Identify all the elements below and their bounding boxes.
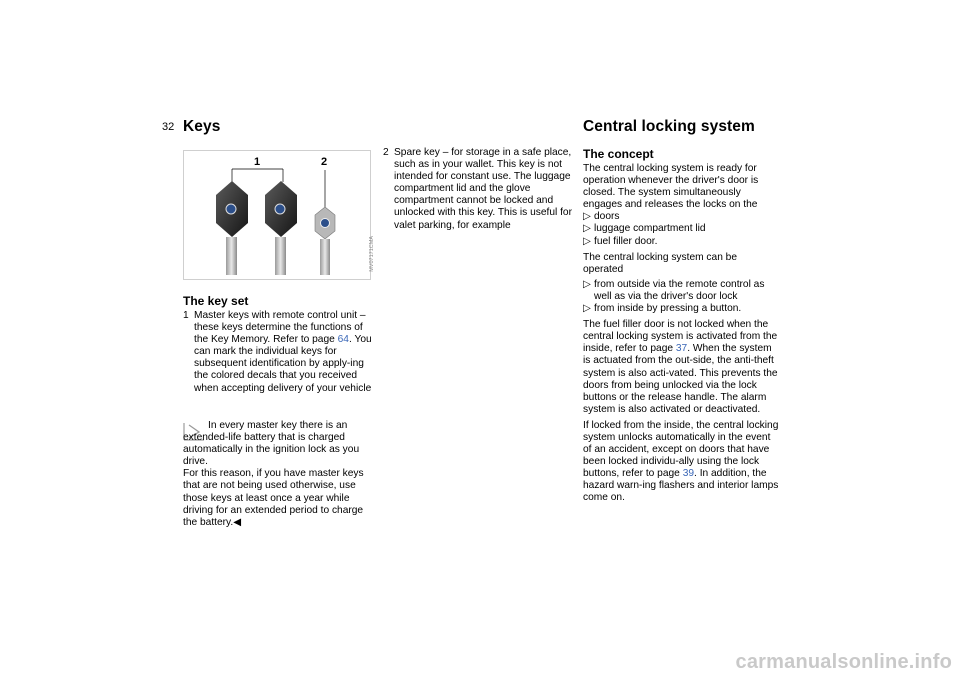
key-set-figure — [183, 150, 375, 280]
list-item — [583, 279, 779, 303]
key-set-heading: The key set — [183, 294, 249, 308]
list-item — [583, 236, 779, 248]
list-item-inside: from inside by pressing a button. — [594, 303, 742, 315]
central-locking-title: Central locking system — [583, 118, 755, 135]
list-item-outside: from outside via the remote control as well as via the driver's door lock — [594, 278, 765, 302]
callout-2: 2 — [321, 156, 328, 168]
arrow-bullet-icon: ▷ — [583, 303, 591, 315]
note-text-2: For this reason, if you have master keys that are not being used otherwise, use those keys at least once a year while driving for an extended period to charge the battery.◀ — [183, 468, 364, 528]
item-1-number: 1 — [183, 310, 189, 321]
item-1 — [183, 310, 375, 395]
arrow-bullet-icon: ▷ — [583, 223, 591, 235]
paragraph-1: The central locking system is ready for operation whenever the driver's door is closed. The system simultaneously engages and releases the locks on the — [583, 163, 759, 211]
concept-heading: The concept — [583, 147, 654, 161]
arrow-bullet-icon: ▷ — [583, 278, 591, 290]
concept-body — [583, 163, 779, 505]
p4-text: If locked from the inside, the central locking system unlocks automatically in the event of an accident, except on doors that have been locked individu-ally using the lock buttons, refer to page — [583, 419, 779, 480]
list-item — [583, 223, 779, 235]
footer-watermark: carmanualsonline.info — [735, 651, 952, 673]
arrow-bullet-icon: ▷ — [583, 211, 591, 223]
p4-text-end: . In addition, the hazard warn-ing flashers and interior lamps come on. — [583, 468, 779, 504]
p3-text-end: . When the system is actuated from the out-side, the anti-theft system is also acti-vated. This prevents the doors from being unlocked via the lock buttons or the release handle. The alarm system is also activated or deactivated. — [583, 343, 778, 415]
note-text: In every master key there is an extended-life battery that is charged automatically in the ignition lock as you drive. — [183, 420, 360, 468]
page-64-link[interactable]: 64 — [337, 334, 349, 346]
item-2-text: Spare key – for storage in a safe place, such as in your wallet. This key is not intended for constant use. The luggage compartment lid and the glove compartment cannot be locked and unlocked with this key. This is useful for valet parking, for example — [394, 147, 572, 231]
list-item — [583, 303, 779, 315]
p3-text: The fuel filler door is not locked when the central locking system is activated from the inside, refer to page — [583, 319, 778, 355]
item-1-text-end: . You can mark the individual keys for subsequent identification by apply-ing the colored decals that you received when accepting delivery of your vehicle — [194, 334, 372, 394]
page-number: 32 — [162, 121, 175, 133]
item-2 — [383, 147, 575, 232]
figure-code: MV07171CMA — [369, 236, 375, 272]
list-item — [583, 211, 779, 223]
list-item-luggage: luggage compartment lid — [594, 223, 706, 235]
callout-1: 1 — [254, 156, 261, 168]
paragraph-2: The central locking system can be operated — [583, 251, 738, 275]
keys-illustration — [184, 151, 370, 279]
battery-note — [183, 420, 375, 529]
page-37-link[interactable]: 37 — [675, 343, 688, 355]
item-1-text: Master keys with remote control unit – these keys determine the functions of the Key Memory. Refer to page — [194, 310, 366, 346]
paragraph-4 — [583, 420, 779, 505]
paragraph-3 — [583, 319, 779, 416]
page-39-link[interactable]: 39 — [682, 468, 695, 480]
item-2-number: 2 — [383, 147, 389, 158]
list-item-fuel: fuel filler door. — [594, 235, 658, 247]
arrow-bullet-icon: ▷ — [583, 235, 591, 247]
keys-title: Keys — [183, 118, 221, 135]
list-item-doors: doors — [594, 211, 620, 223]
